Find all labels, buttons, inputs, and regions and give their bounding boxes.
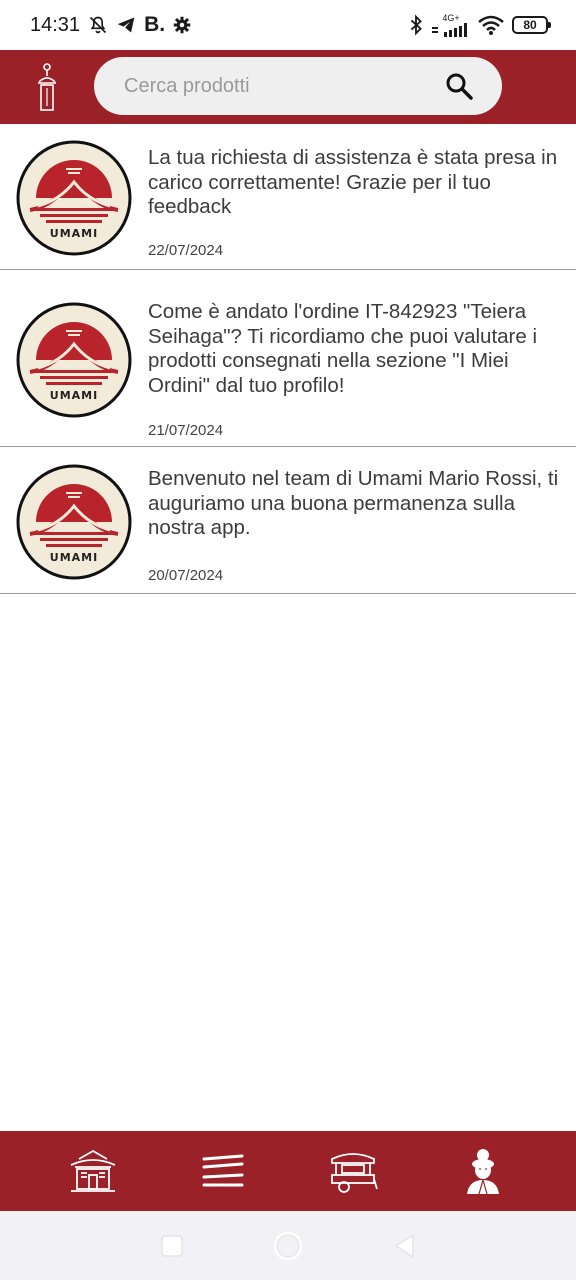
notifications-off-icon bbox=[88, 15, 108, 35]
notification-message: Come è andato l'ordine IT-842923 "Teiera Seihaga"? Ti ricordiamo che puoi valutare i prodotti consegnati nella sezione "I Miei Ordini" dal tuo profilo! bbox=[148, 300, 538, 397]
chopsticks-icon bbox=[200, 1153, 246, 1189]
search-button[interactable] bbox=[442, 69, 476, 103]
clock: 14:31 bbox=[30, 13, 81, 36]
notification-item[interactable] bbox=[0, 447, 576, 594]
recents-icon[interactable] bbox=[161, 1235, 183, 1257]
nav-cart-button[interactable] bbox=[323, 1145, 383, 1197]
notification-item[interactable] bbox=[0, 124, 576, 270]
b-app-icon: B. bbox=[144, 13, 166, 36]
nav-home-button[interactable] bbox=[63, 1145, 123, 1197]
settings-icon bbox=[173, 16, 191, 34]
network-type: 4G+ bbox=[442, 12, 460, 23]
search-input[interactable] bbox=[124, 75, 424, 98]
home-temple-icon bbox=[69, 1149, 117, 1193]
umami-logo-avatar bbox=[16, 302, 132, 418]
umami-logo-avatar bbox=[16, 464, 132, 580]
wifi-icon bbox=[478, 15, 504, 35]
bluetooth-icon bbox=[408, 14, 424, 36]
nav-menu-button[interactable] bbox=[193, 1145, 253, 1197]
battery-indicator: 80 bbox=[512, 16, 548, 34]
search-icon bbox=[445, 72, 473, 100]
notification-message: La tua richiesta di assistenza è stata presa in carico correttamente! Grazie per il tuo feedback bbox=[148, 146, 558, 218]
notification-date: 20/07/2024 bbox=[148, 567, 224, 584]
logo-text: UMAMI bbox=[49, 551, 99, 564]
logo-text: UMAMI bbox=[49, 227, 99, 240]
notification-item[interactable] bbox=[0, 270, 576, 447]
umami-logo-avatar bbox=[16, 140, 132, 256]
lantern-logo-icon[interactable] bbox=[34, 62, 60, 112]
home-icon[interactable] bbox=[273, 1231, 303, 1261]
notification-message: Benvenuto nel team di Umami Mario Rossi, ti auguriamo una buona permanenza sulla nostra app. bbox=[148, 467, 559, 539]
signal-icon bbox=[432, 23, 470, 37]
notification-date: 21/07/2024 bbox=[148, 422, 224, 439]
profile-geisha-icon bbox=[463, 1148, 503, 1194]
logo-text: UMAMI bbox=[49, 389, 99, 402]
app-header bbox=[0, 50, 576, 124]
telegram-icon bbox=[116, 15, 136, 35]
nav-profile-button[interactable] bbox=[453, 1145, 513, 1197]
bottom-navigation bbox=[0, 1131, 576, 1211]
system-navigation-bar bbox=[0, 1211, 576, 1280]
back-icon[interactable] bbox=[393, 1233, 415, 1259]
food-cart-icon bbox=[328, 1149, 378, 1193]
status-bar bbox=[0, 0, 576, 50]
notification-date: 22/07/2024 bbox=[148, 242, 224, 259]
search-bar[interactable] bbox=[94, 57, 502, 115]
notification-list bbox=[0, 124, 576, 594]
